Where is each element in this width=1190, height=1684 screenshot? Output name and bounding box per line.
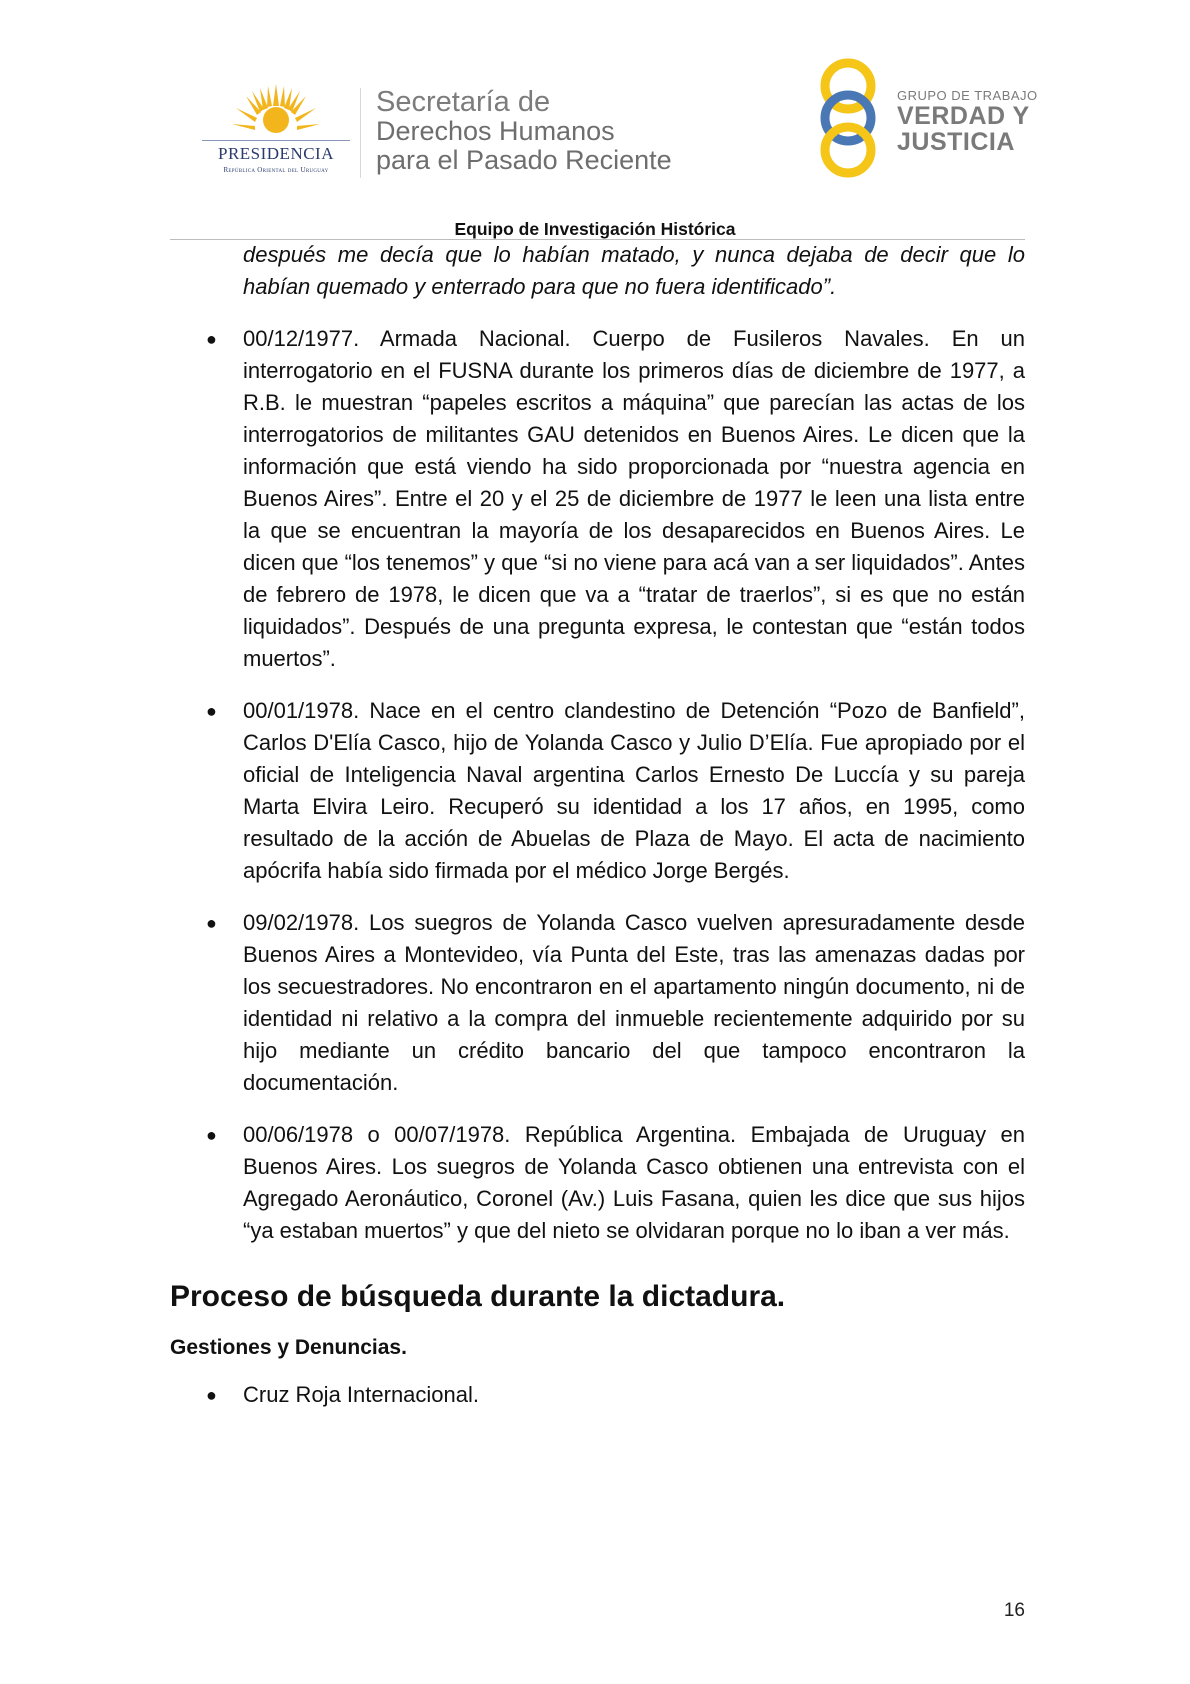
bullet-icon: ● xyxy=(206,1125,217,1145)
subsection-title: Gestiones y Denuncias. xyxy=(170,1336,407,1359)
verdad-justicia-rings-icon xyxy=(818,56,878,180)
sun-emblem-icon xyxy=(230,82,322,142)
presidencia-name: PRESIDENCIA xyxy=(217,144,334,163)
team-title: Equipo de Investigación Histórica xyxy=(454,219,736,239)
presidencia-logo xyxy=(196,82,356,182)
verdad-label: VERDAD Y xyxy=(897,102,1030,130)
presidencia-divider xyxy=(202,140,350,141)
list-item xyxy=(170,1119,1025,1247)
verdad-justicia-text xyxy=(897,88,1038,155)
list-item-text: 00/12/1977. Armada Nacional. Cuerpo de Fusileros Navales. En un interrogatorio en el FUSNA durante los primeros días de diciembre de 1977, a R.B. le muestran “papeles escritos a máquina” que parecían las actas de los interrogatorios de militantes GAU detenidos en Buenos Aires. Le dicen que la información que está viendo ha sido proporcionada por “nuestra agencia en Buenos Aires”. Entre el 20 y el 25 de diciembre de 1977 le leen una lista entre la que se encuentran la mayoría de los desaparecidos en Buenos Aires. Le dicen que “los tenemos” y que “si no viene para acá van a ser liquidados”. Antes de febrero de 1978, le dicen que va a “tratar de traerlos”, si es que no están liquidados”. Después de una pregunta expresa, le contestan que “están todos muertos”. xyxy=(243,326,1025,671)
list-item xyxy=(170,323,1025,675)
secretaria-line-1: Secretaría de xyxy=(376,86,551,118)
bullet-icon: ● xyxy=(206,913,217,933)
section-title: Proceso de búsqueda durante la dictadura. xyxy=(170,1280,786,1313)
list-item-text: 09/02/1978. Los suegros de Yolanda Casco vuelven apresuradamente desde Buenos Aires a Montevideo, vía Punta del Este, tras las amenazas dadas por los secuestradores. No encontraron en el apartamento ningún documento, ni de identidad ni relativo a la compra del inmueble recientemente adquirido por su hijo mediante un crédito bancario del que tampoco encontraron la documentación. xyxy=(243,910,1025,1095)
bullet-icon: ● xyxy=(206,701,217,721)
page-number: 16 xyxy=(1003,1600,1025,1621)
presidencia-subtitle: República Oriental del Uruguay xyxy=(223,166,329,174)
list-item-text: 00/01/1978. Nace en el centro clandestino de Detención “Pozo de Banfield”, Carlos D'Elía Casco, hijo de Yolanda Casco y Julio D’Elía. Fue apropiado por el oficial de Inteligencia Naval argentina Carlos Ernesto De Luccía y su pareja Marta Elvira Leiro. Recuperó su identidad a los 17 años, en 1995, como resultado de la acción de Abuelas de Plaza de Mayo. El acta de nacimiento apócrifa había sido firmada por el médico Jorge Bergés. xyxy=(243,698,1025,883)
logo-divider xyxy=(360,88,361,178)
bullet-icon: ● xyxy=(206,329,217,349)
list-item xyxy=(170,1379,1025,1411)
page-header xyxy=(0,0,1190,245)
list-item-text: Cruz Roja Internacional. xyxy=(243,1382,480,1407)
secretaria-logo-text xyxy=(376,88,672,175)
bullet-icon: ● xyxy=(206,1385,217,1405)
secretaria-line-2: Derechos Humanos xyxy=(376,116,615,146)
justicia-label: JUSTICIA xyxy=(897,128,1015,156)
list-item xyxy=(170,907,1025,1099)
document-body xyxy=(170,239,1025,1431)
list-item xyxy=(170,695,1025,887)
continued-quote: después me decía que lo habían matado, y nunca dejaba de decir que lo habían quemado y enterrado para que no fuera identificado”. xyxy=(243,242,1025,299)
list-item-text: 00/06/1978 o 00/07/1978. República Argentina. Embajada de Uruguay en Buenos Aires. Los suegros de Yolanda Casco obtienen una entrevista con el Agregado Aeronáutico, Coronel (Av.) Luis Fasana, quien les dice que sus hijos “ya estaban muertos” y que del nieto se olvidaran porque no lo iban a ver más. xyxy=(243,1122,1025,1243)
grupo-trabajo-label: GRUPO DE TRABAJO xyxy=(897,88,1038,103)
secretaria-line-3: para el Pasado Reciente xyxy=(376,145,672,175)
